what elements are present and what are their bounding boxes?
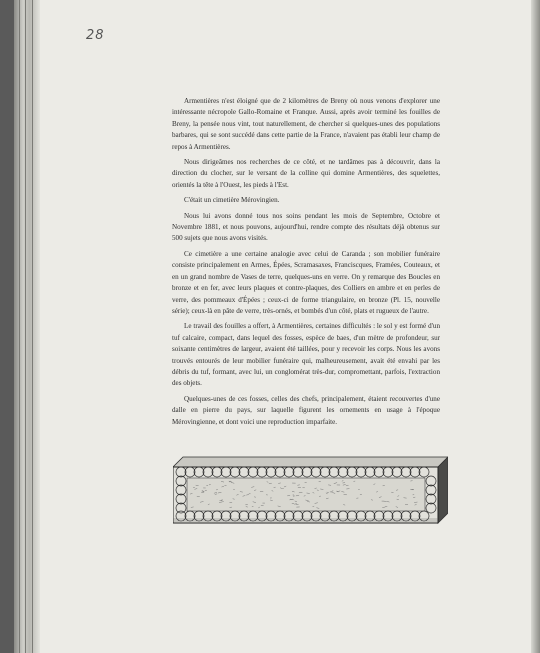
paragraph: Le travail des fouilles a offert, à Armentières, certaines difficultés : le sol y est formé d'un tuf calcaire, compact, dans lequel des fosses, espèce de baes, d'un mètre de profondeur, sur soixante centimètres de largeur, avaient été taillées, pour y recevoir les corps. Nous les avons trouvés entourés de leur mobilier funéraire qui, malheureusement, avait été envahi par les débris du tuf, formant, avec lui, un conglomérat très-dur, compromettant, parfois, l'extraction des objets. [172, 322, 440, 388]
page-number: 28 [86, 28, 105, 43]
book-binding [14, 0, 40, 653]
paragraph: Armentières n'est éloigné que de 2 kilomètres de Breny où nous venons d'explorer une intéressante nécropole Gallo-Romaine et Franque. Aussi, après avoir terminé les fouilles de Breny, la pensée nous vint, tout naturellement, de chercher si quelques-unes des populations barbares, qui se sont succédé dans cette partie de la France, n'avaient pas établi leur champ de repos à Armentières. [172, 97, 440, 151]
paragraph: Ce cimetière a une certaine analogie avec celui de Caranda ; son mobilier funéraire consiste principalement en Armes, Épées, Scramasaxes, Franciscques, Framées, Couteaux, et en un grand nombre de Vases de terre, quelques-uns en verre. On y remarque des Boucles en bronze et en fer, avec leurs plaques et contre-plaques, des Colliers en ambre et en perles de verre, des pommeaux d'Épées ; ceux-ci de forme triangulaire, en bronze (Pl. 15, nouvelle série); ceux-là en pâte de verre, très-ornés, et bombés d'un côté, plats et rugueux de l'autre. [172, 249, 440, 315]
paragraph: Nous lui avons donné tous nos soins pendant les mois de Septembre, Octobre et Novembre 1881, et nous pouvons, aujourd'hui, rendre compte des résultats déjà obtenus sur 500 sujets que nous avons visités. [172, 211, 440, 243]
page-edge [531, 0, 540, 653]
paragraph: Nous dirigeâmes nos recherches de ce côté, et ne tardâmes pas à découvrir, dans la direction du clocher, sur le versant de la colline qui domine Armentières, des squelettes, orientés la tête à l'Ouest, les pieds à l'Est. [172, 158, 440, 189]
paragraph: C'était un cimetière Mérovingien. [184, 196, 280, 205]
paragraph: Quelques-unes de ces fosses, celles des chefs, principalement, étaient recouvertes d'une dalle en pierre du pays, sur laquelle figurent les ornements en usage à l'époque Mérovingienne, et dont voici une reproduction imparfaite. [172, 394, 440, 426]
body-text [172, 96, 440, 432]
stone-slab-illustration [173, 455, 448, 525]
